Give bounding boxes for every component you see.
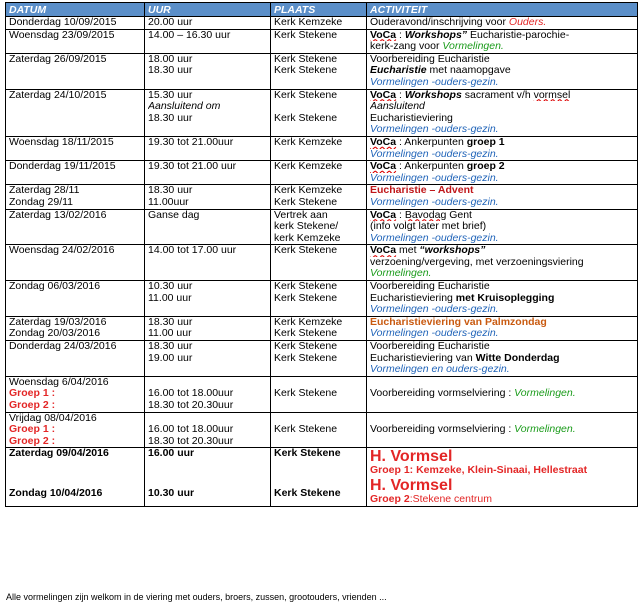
cell-plaats: Kerk Stekene [271,245,367,281]
cell-plaats: Kerk Kemzeke [271,161,367,185]
cell-uur: 18.00 uur 18.30 uur [145,53,271,89]
table-row [6,29,638,53]
cell-datum: Zondag 06/03/2016 [6,281,145,317]
cell-activiteit: VoCa met “workshops” verzoening/vergeving, met verzoeningsviering Vormelingen. [367,245,638,281]
cell-activiteit: Ouderavond/inschrijving voor Ouders. [367,17,638,30]
cell-plaats: Kerk Stekene Kerk Stekene [271,281,367,317]
table-row [6,316,638,340]
cell-datum: Zaterdag 24/10/2015 [6,89,145,136]
table-row [6,281,638,317]
cell-datum: Zaterdag 09/04/2016 Zondag 10/04/2016 [6,448,145,506]
cell-datum: Donderdag 19/11/2015 [6,161,145,185]
cell-activiteit: VoCa : Ankerpunten groep 2 Vormelingen -ouders-gezin. [367,161,638,185]
cell-plaats: Vertrek aan kerk Stekene/ kerk Kemzeke [271,209,367,245]
cell-activiteit: Voorbereiding vormselviering : Vormelingen. [367,376,638,412]
table-row [6,136,638,160]
cell-uur: 15.30 uur Aansluitend om 18.30 uur [145,89,271,136]
cell-plaats: Kerk Stekene Kerk Stekene [271,448,367,506]
table-row [6,53,638,89]
cell-activiteit: Eucharistie – Advent Vormelingen -ouders-gezin. [367,185,638,209]
table-row [6,185,638,209]
table-row [6,89,638,136]
cell-uur: 19.30 tot 21.00 uur [145,161,271,185]
table-row [6,209,638,245]
header-datum: DATUM [6,3,145,17]
table-row [6,341,638,377]
cell-uur: 10.30 uur 11.00 uur [145,281,271,317]
cell-activiteit: Eucharistieviering van Palmzondag Vormelingen -ouders-gezin. [367,316,638,340]
cell-uur: 19.30 tot 21.00uur [145,136,271,160]
cell-datum: Zaterdag 28/11 Zondag 29/11 [6,185,145,209]
cell-datum: Woensdag 23/09/2015 [6,29,145,53]
cell-plaats: Kerk Stekene [271,376,367,412]
cell-uur: Ganse dag [145,209,271,245]
cell-uur: 18.30 uur 19.00 uur [145,341,271,377]
cell-datum: Woensdag 6/04/2016 Groep 1 : Groep 2 : [6,376,145,412]
cell-datum: Woensdag 24/02/2016 [6,245,145,281]
cell-plaats: Kerk Kemzeke [271,136,367,160]
cell-plaats: Kerk Stekene [271,412,367,448]
cell-datum: Zaterdag 19/03/2016 Zondag 20/03/2016 [6,316,145,340]
table-row [6,376,638,412]
schedule-table [5,2,638,507]
table-row [6,412,638,448]
header-plaats: PLAATS [271,3,367,17]
header-uur: UUR [145,3,271,17]
table-row [6,17,638,30]
cell-plaats: Kerk Kemzeke [271,17,367,30]
cell-activiteit: Voorbereiding vormselviering : Vormelingen. [367,412,638,448]
cell-activiteit: VoCa : Bavodag Gent (info volgt later met brief) Vormelingen -ouders-gezin. [367,209,638,245]
cell-activiteit: Voorbereiding Eucharistie Eucharistieviering met Kruisoplegging Vormelingen -ouders-gezin. [367,281,638,317]
cell-plaats: Kerk Stekene [271,29,367,53]
cell-uur: 20.00 uur [145,17,271,30]
cell-datum: Woensdag 18/11/2015 [6,136,145,160]
cell-plaats: Kerk Kemzeke Kerk Stekene [271,316,367,340]
cell-activiteit: Voorbereiding Eucharistie Eucharistie met naamopgave Vormelingen -ouders-gezin. [367,53,638,89]
table-row [6,448,638,506]
cell-datum: Zaterdag 26/09/2015 [6,53,145,89]
table-row [6,161,638,185]
cell-activiteit: VoCa : Workshops sacrament v/h vormsel Aansluitend Eucharistieviering Vormelingen -ouders-gezin. [367,89,638,136]
cell-uur: 14.00 – 16.30 uur [145,29,271,53]
cell-datum: Donderdag 24/03/2016 [6,341,145,377]
table-row [6,245,638,281]
cell-activiteit: H. Vormsel Groep 1: Kemzeke, Klein-Sinaai, Hellestraat H. Vormsel Groep 2:Stekene centrum [367,448,638,506]
cell-uur: 14.00 tot 17.00 uur [145,245,271,281]
cell-uur: 16.00 tot 18.00uur 18.30 tot 20.30uur [145,376,271,412]
footnote: Alle vormelingen zijn welkom in de viering met ouders, broers, zussen, grootouders, vrienden ... [6,592,387,602]
cell-uur: 18.30 uur 11.00uur [145,185,271,209]
cell-activiteit: VoCa : Workshops” Eucharistie-parochie- kerk-zang voor Vormelingen. [367,29,638,53]
cell-plaats: Kerk Kemzeke Kerk Stekene [271,185,367,209]
cell-datum: Zaterdag 13/02/2016 [6,209,145,245]
header-row [6,3,638,17]
cell-datum: Donderdag 10/09/2015 [6,17,145,30]
cell-plaats: Kerk Stekene Kerk Stekene [271,53,367,89]
cell-activiteit: Voorbereiding Eucharistie Eucharistieviering van Witte Donderdag Vormelingen en ouders-gezin. [367,341,638,377]
header-activiteit: ACTIVITEIT [367,3,638,17]
cell-activiteit: VoCa : Ankerpunten groep 1 Vormelingen -ouders-gezin. [367,136,638,160]
cell-plaats: Kerk Stekene Kerk Stekene [271,341,367,377]
cell-plaats: Kerk Stekene Kerk Stekene [271,89,367,136]
cell-uur: 16.00 tot 18.00uur 18.30 tot 20.30uur [145,412,271,448]
cell-uur: 16.00 uur 10.30 uur [145,448,271,506]
cell-uur: 18.30 uur 11.00 uur [145,316,271,340]
cell-datum: Vrijdag 08/04/2016 Groep 1 : Groep 2 : [6,412,145,448]
